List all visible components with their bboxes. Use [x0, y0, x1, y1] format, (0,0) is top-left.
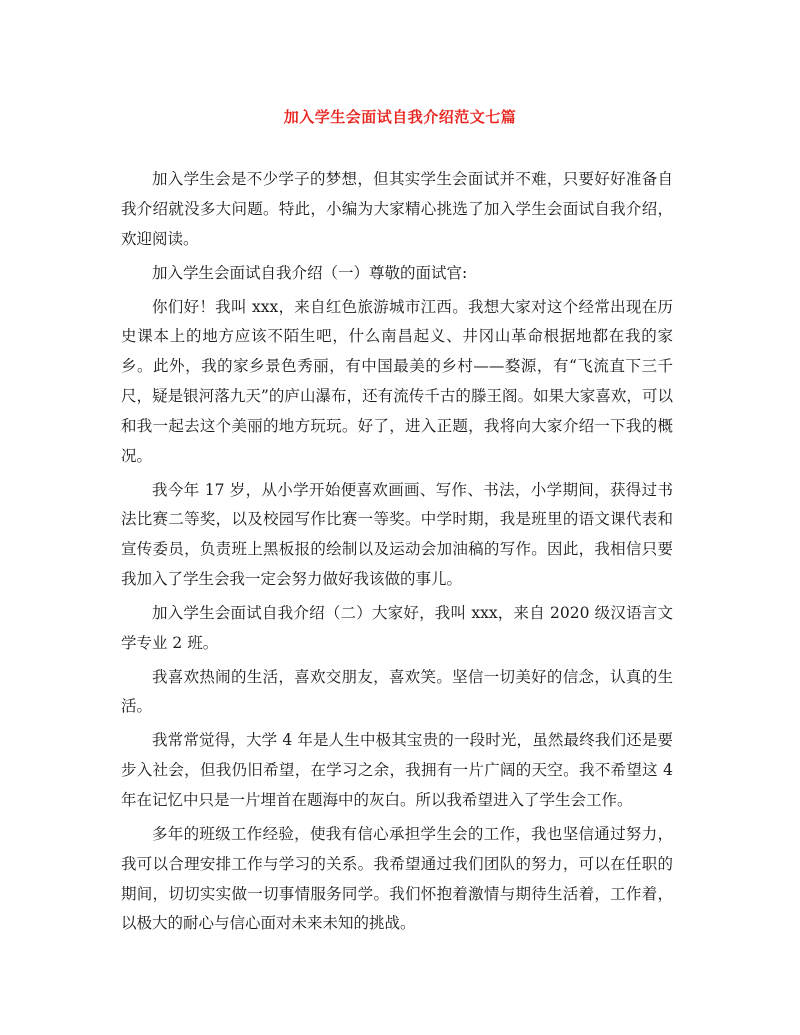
paragraph-section-one-heading: 加入学生会面试自我介绍（一）尊敬的面试官: — [152, 263, 468, 282]
document-title: 加入学生会面试自我介绍范文七篇 — [283, 108, 517, 126]
paragraph-intro: 加入学生会是不少学子的梦想，但其实学生会面试并不难，只要好好准备自我介绍就没多大问题。特此，小编为大家精心挑选了加入学生会面试自我介绍，欢迎阅读。 — [121, 170, 673, 248]
paragraph-hobbies: 我今年 17 岁，从小学开始便喜欢画画、写作、书法，小学期间，获得过书法比赛二等奖，以及校园写作比赛一等奖。中学时期，我是班里的语文课代表和宣传委员，负责班上黑板报的绘制以及运动会加油稿的写作。因此，我相信只要我加入了学生会我一定会努力做好我该做的事儿。 — [121, 480, 673, 588]
document-body — [121, 165, 673, 943]
paragraph-section-two-heading: 加入学生会面试自我介绍（二）大家好，我叫 xxx，来自 2020 级汉语言文学专业 2 班。 — [121, 603, 673, 652]
paragraph-personality: 我喜欢热闹的生活，喜欢交朋友，喜欢笑。坚信一切美好的信念，认真的生活。 — [121, 667, 673, 716]
paragraph-university: 我常常觉得，大学 4 年是人生中极其宝贵的一段时光，虽然最终我们还是要步入社会，但我仍旧希望，在学习之余，我拥有一片广阔的天空。我不希望这 4 年在记忆中只是一片埋首在题海中的灰白。所以我希望进入了学生会工作。 — [121, 731, 673, 810]
paragraph-experience: 多年的班级工作经验，使我有信心承担学生会的工作，我也坚信通过努力，我可以合理安排工作与学习的关系。我希望通过我们团队的努力，可以在任职的期间，切切实实做一切事情服务同学。我们怀抱着激情与期待生活着，工作着，以极大的耐心与信心面对未来未知的挑战。 — [121, 825, 673, 933]
paragraph-hometown: 你们好！我叫 xxx，来自红色旅游城市江西。我想大家对这个经常出现在历史课本上的地方应该不陌生吧，什么南昌起义、井冈山革命根据地都在我的家乡。此外，我的家乡景色秀丽，有中国最美的乡村——婺源，有“飞流直下三千尺，疑是银河落九天”的庐山瀑布，还有流传千古的滕王阁。如果大家喜欢，可以和我一起去这个美丽的地方玩玩。好了，进入正题，我将向大家介绍一下我的概况。 — [121, 297, 673, 465]
